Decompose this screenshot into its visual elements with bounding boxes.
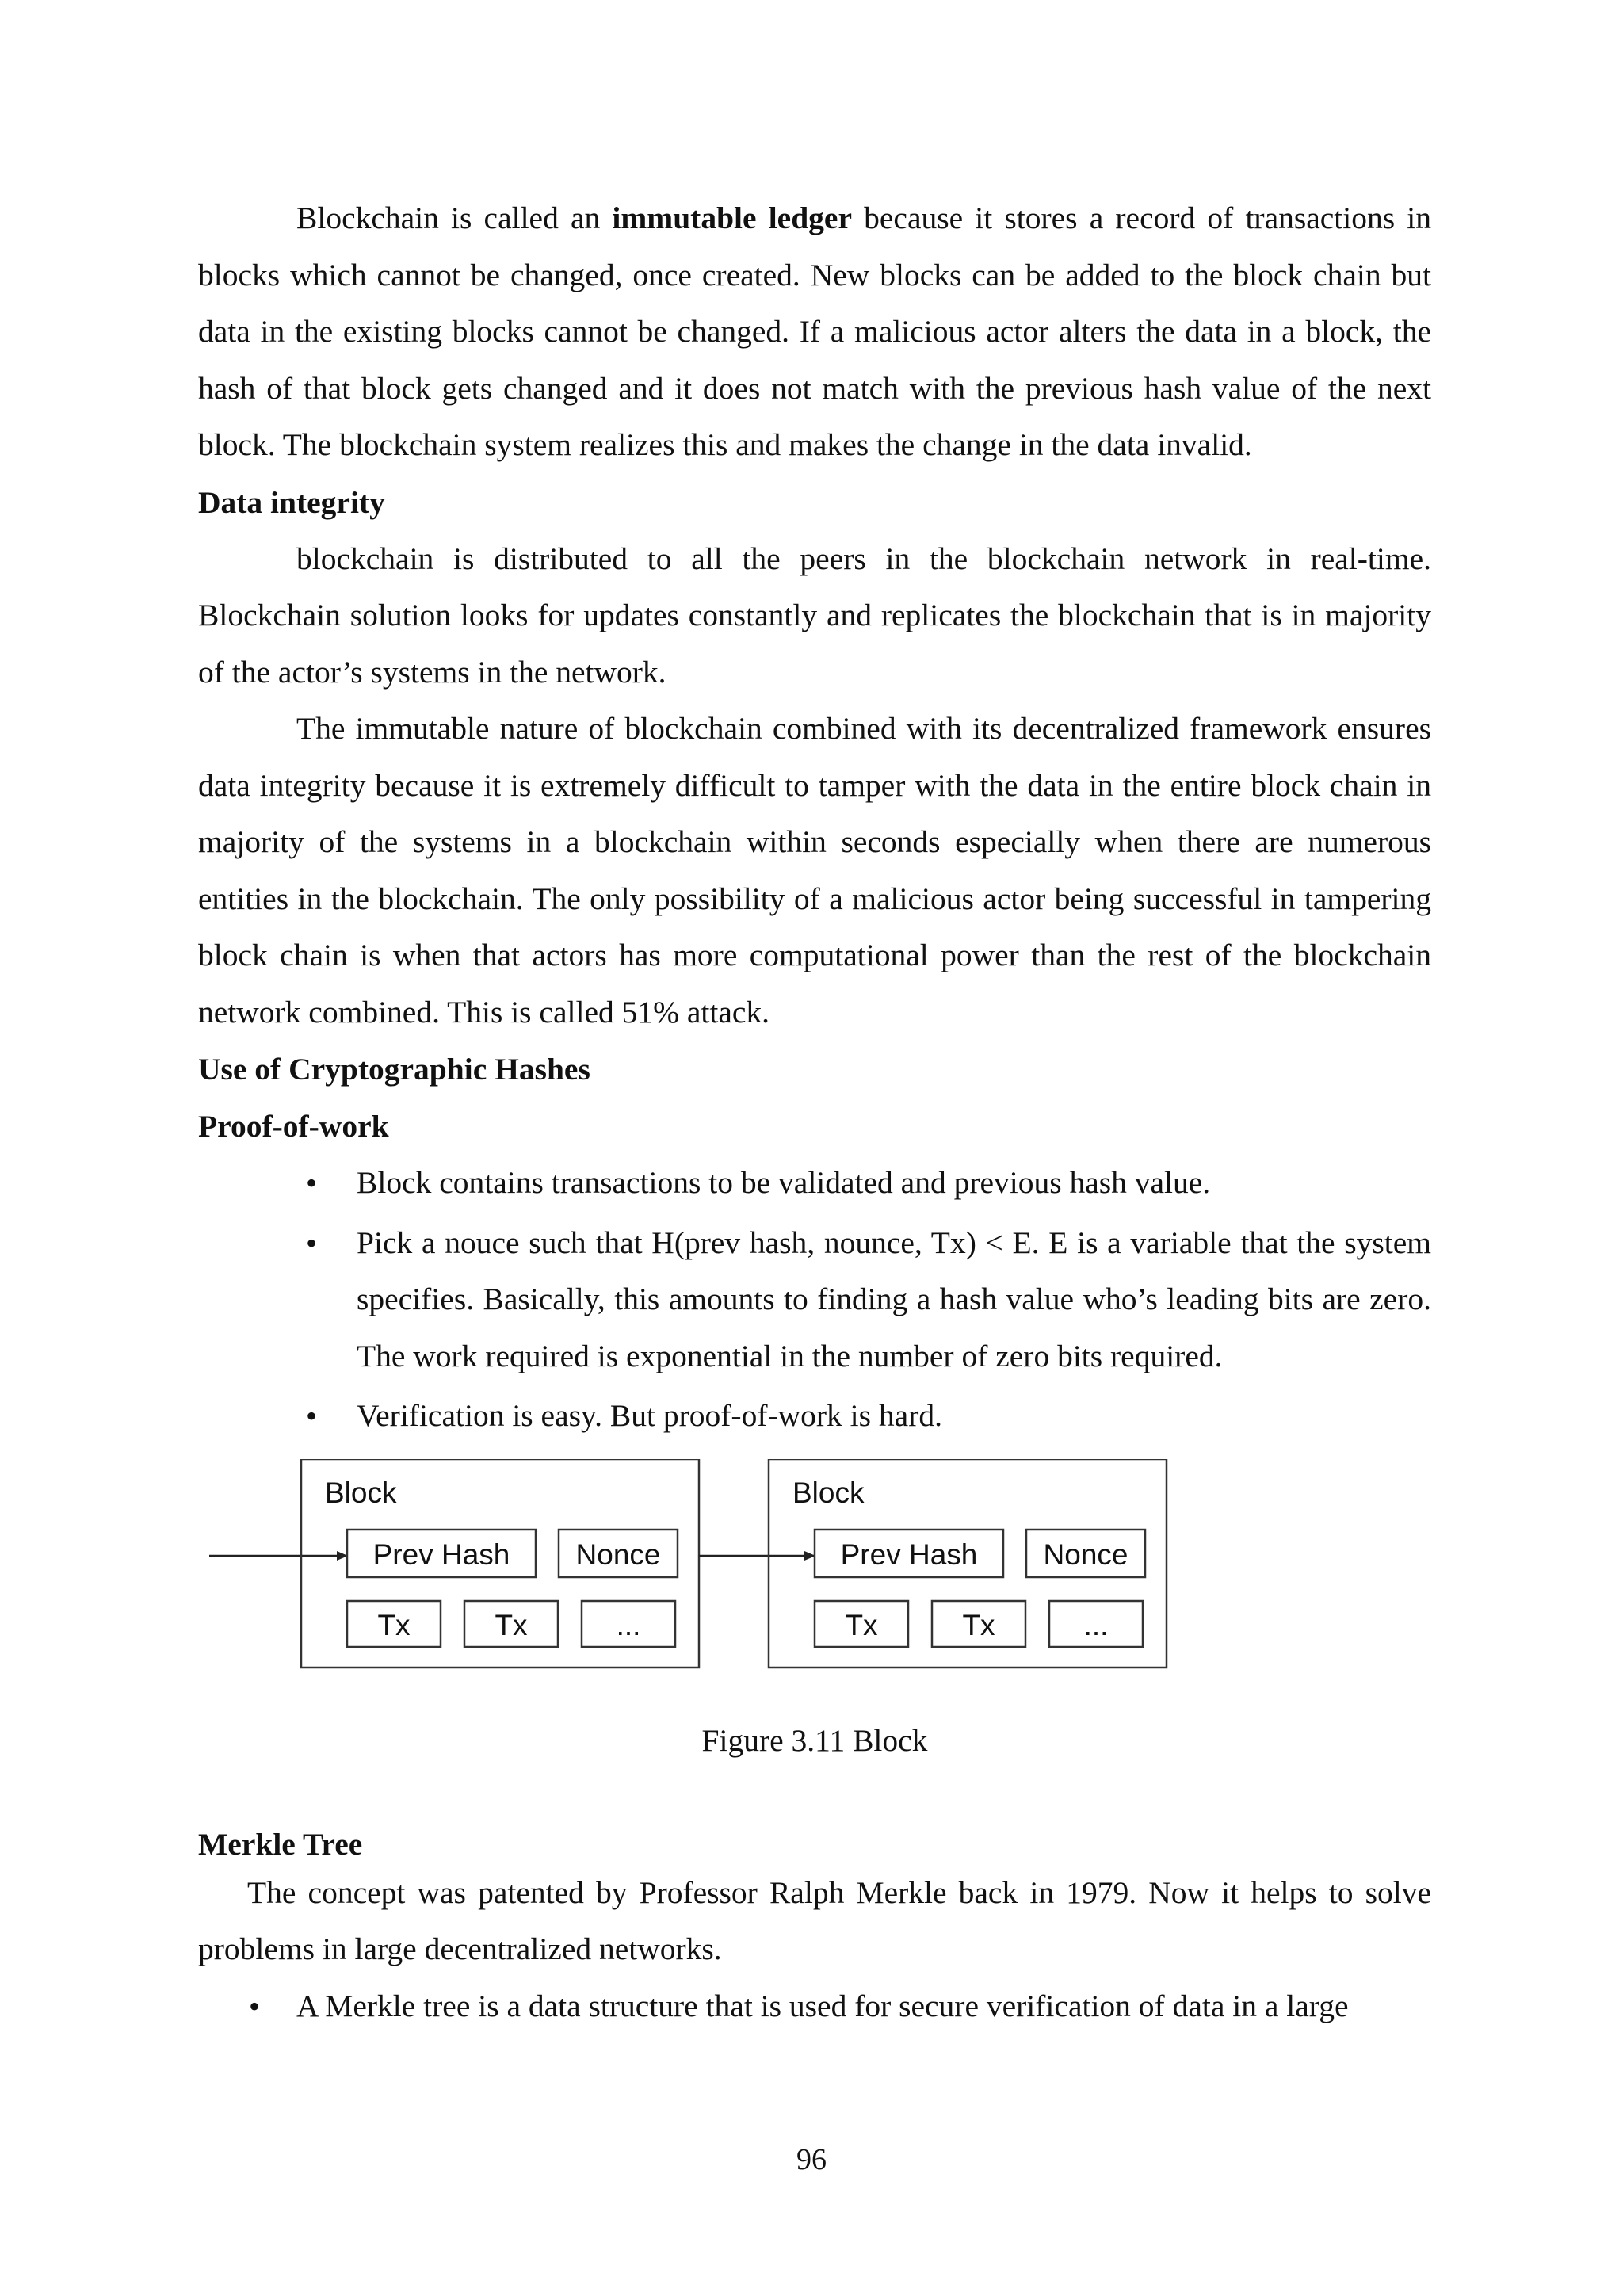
bullet-icon: • [306, 1398, 318, 1434]
block-2-tx-label-2: Tx [962, 1608, 995, 1641]
bullet-icon: • [306, 1165, 318, 1201]
block-1-tx-label-1: Tx [377, 1608, 411, 1641]
heading-merkle-tree: Merkle Tree [198, 1826, 363, 1862]
block-2-tx-label-1: Tx [845, 1608, 878, 1641]
bullet-icon: • [249, 1988, 261, 2024]
list-item-text: Pick a nouce such that H(prev hash, nounce, Tx) < E. E is a variable that the system specifies. Basically, this amounts to finding a hash value who’s leading bits are zero. The work required is exponential in the number of zero bits required. [357, 1224, 1431, 1373]
list-item [198, 1978, 1431, 2035]
page-number: 96 [796, 2143, 827, 2176]
list-item [198, 1155, 1431, 1212]
block-1-nonce-label: Nonce [575, 1538, 661, 1571]
term-immutable-ledger: immutable ledger [612, 201, 852, 235]
paragraph-distributed: blockchain is distributed to all the peers in the blockchain network in real-time. Blockchain solution looks for updates constantly and replicates the blockchain that is in majority of the actor’s systems in the network. [198, 541, 1431, 690]
paragraph-merkle-intro: The concept was patented by Professor Ralph Merkle back in 1979. Now it helps to solve problems in large decentralized networks. [198, 1874, 1431, 1966]
block-1 [301, 1459, 699, 1668]
block-1-tx-label-3: ... [616, 1608, 641, 1641]
figure-block-diagram [198, 1459, 1431, 1776]
block-1-prev-hash-label: Prev Hash [372, 1538, 510, 1571]
paragraph-immutable-ledger [198, 190, 1431, 474]
heading-data-integrity: Data integrity [198, 484, 385, 520]
list-item [198, 1388, 1431, 1445]
figure-caption: Figure 3.11 Block [701, 1722, 928, 1758]
block-chain-diagram [198, 1459, 1431, 1697]
list-item-text: Verification is easy. But proof-of-work is hard. [357, 1398, 942, 1433]
block-2 [769, 1459, 1167, 1668]
block-1-title: Block [325, 1476, 397, 1509]
list-item [198, 1215, 1431, 1385]
page-content [198, 190, 1431, 2034]
block-2-nonce-label: Nonce [1043, 1538, 1128, 1571]
paragraph-integrity: The immutable nature of blockchain combined with its decentralized framework ensures data integrity because it is extremely difficult to tamper with the data in the entire block chain in majority of the systems in a blockchain within seconds especially when there are numerous entities in the blockchain. The only possibility of a malicious actor being successful in tampering block chain is when that actors has more computational power than the rest of the blockchain network combined. This is called 51% attack. [198, 711, 1431, 1030]
list-item-text: Block contains transactions to be validated and previous hash value. [357, 1165, 1211, 1200]
list-item-text: A Merkle tree is a data structure that is used for secure verification of data in a large [296, 1988, 1349, 2023]
block-2-prev-hash-label: Prev Hash [840, 1538, 978, 1571]
para1-suffix: because it stores a record of transactions in blocks which cannot be changed, once created. New blocks can be added to the block chain but data in the existing blocks cannot be changed. If a malicious actor alters the data in a block, the hash of that block gets changed and it does not match with the previous hash value of the next block. The blockchain system realizes this and makes the change in the data invalid. [198, 201, 1431, 462]
heading-proof-of-work: Proof-of-work [198, 1109, 389, 1144]
block-1-tx-label-2: Tx [495, 1608, 528, 1641]
bullet-icon: • [306, 1224, 318, 1261]
para1-prefix: Blockchain is called an [296, 201, 613, 235]
block-2-title: Block [792, 1476, 865, 1509]
proof-of-work-list [198, 1155, 1431, 1445]
heading-cryptographic-hashes: Use of Cryptographic Hashes [198, 1052, 590, 1087]
block-2-tx-label-3: ... [1083, 1608, 1109, 1641]
merkle-tree-list [198, 1978, 1431, 2035]
